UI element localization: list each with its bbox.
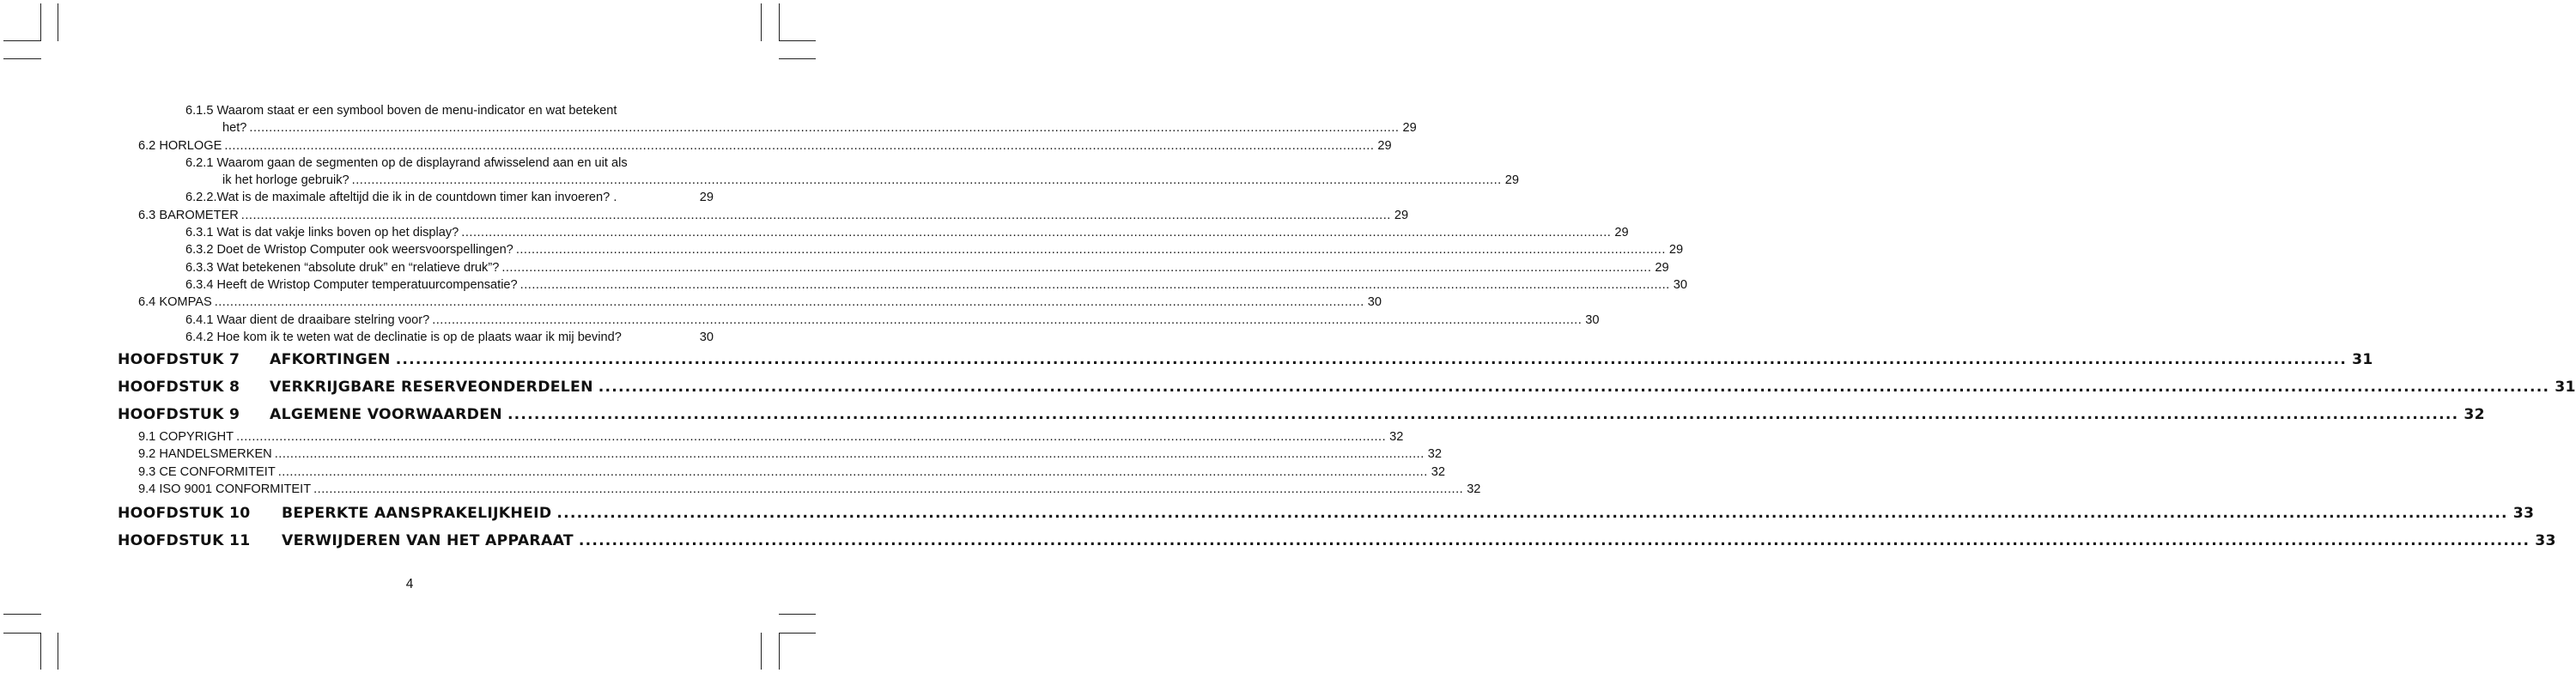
toc-entry-6-3-1[interactable] [118,224,1629,241]
dot-leader: ...................................................................................................................................................................................................................................................................................................... [598,379,2550,397]
toc-chapter-11[interactable] [118,527,2556,555]
toc-entry-label: 9.4 ISO 9001 CONFORMITEIT [138,482,312,497]
toc-page-number: 29 [1668,243,1684,258]
toc-entry-6-1-5-line1: 6.1.5 Waarom staat er een symbool boven de menu-indicator en wat betekent [185,104,617,118]
chapter-heading [118,346,391,373]
chapter-title: VERWIJDEREN VAN HET APPARAAT [282,532,574,550]
table-of-contents [118,102,2576,555]
crop-mark [3,614,41,615]
toc-entry-label: ik het horloge gebruik? [222,173,349,188]
toc-page-number: 29 [1655,260,1669,275]
toc-entry-9-3[interactable] [118,464,1446,481]
chapter-number: HOOFDSTUK 10 [118,505,251,523]
toc-entry-6-2-2[interactable] [118,189,714,206]
toc-entry-6-3-4[interactable] [118,276,1687,294]
toc-page-number: 32 [1431,464,1446,479]
toc-chapter-8[interactable] [118,373,2576,401]
toc-page-number: 29 [1402,121,1417,136]
toc-page-number: 32 [2464,406,2485,424]
chapter-title: BEPERKTE AANSPRAKELIJKHEID [282,505,552,523]
crop-mark [761,3,762,41]
toc-entry-6-4[interactable] [118,294,1382,311]
toc-entry-label: het? [222,121,247,136]
toc-entry-label: 6.3.2 Doet de Wristop Computer ook weersvoorspellingen? [185,243,513,258]
chapter-number: HOOFDSTUK 11 [118,532,251,550]
toc-page-number: 33 [2535,532,2556,550]
page-number: 4 [405,577,414,591]
toc-entry-label: 6.4 KOMPAS [138,295,212,310]
toc-page-number: 30 [1585,312,1600,327]
dot-leader: ...................................................................................................................................................................................................................................................................................................... [224,138,1375,153]
toc-entry-6-3-2[interactable] [118,241,1684,258]
dot-leader: ...................................................................................................................................................................................................................................................................................................... [519,277,1670,292]
toc-entry-9-1[interactable] [118,428,1404,446]
crop-mark [779,633,816,634]
toc-entry-label: 9.1 COPYRIGHT [138,430,234,445]
toc-entry-6-1-5[interactable] [118,119,1417,136]
toc-chapter-10[interactable] [118,500,2535,527]
toc-entry-label: 6.3 BAROMETER [138,208,239,222]
toc-entry-6-3-3[interactable] [118,259,1669,276]
crop-mark [779,614,816,615]
toc-page-number: 30 [1673,277,1687,292]
toc-page-number: 29 [1394,208,1409,222]
toc-entry-label: 6.3.4 Heeft de Wristop Computer temperatuurcompensatie? [185,277,518,292]
chapter-title: ALGEMENE VOORWAARDEN [270,406,502,424]
crop-mark [761,633,762,670]
crop-mark [779,58,816,59]
chapter-title: AFKORTINGEN [270,351,391,369]
dot-leader: ...................................................................................................................................................................................................................................................................................................... [395,351,2348,369]
toc-entry-6-3[interactable] [118,207,1409,224]
toc-chapter-9[interactable] [118,401,2485,428]
chapter-title: VERKRIJGBARE RESERVEONDERDELEN [270,379,593,397]
toc-entry-label: 6.3.1 Wat is dat vakje links boven op het display? [185,226,459,240]
toc-entry-label: 6.2 HORLOGE [138,138,222,153]
chapter-heading [118,373,593,401]
toc-page-number: 29 [1504,173,1519,188]
toc-entry-6-4-1[interactable] [118,312,1600,329]
chapter-number: HOOFDSTUK 8 [118,379,240,397]
dot-leader: ...................................................................................................................................................................................................................................................................................................... [507,406,2459,424]
crop-mark [3,58,41,59]
toc-page-number: 32 [1427,447,1443,462]
dot-leader: ...................................................................................................................................................................................................................................................................................................... [351,173,1502,188]
dot-leader: ...................................................................................................................................................................................................................................................................................................... [214,295,1364,310]
toc-entry-6-2[interactable] [118,137,1392,155]
crop-mark [40,3,41,41]
dot-leader: ...................................................................................................................................................................................................................................................................................................... [277,464,1428,479]
crop-mark [40,633,41,670]
toc-entry-label: 6.3.3 Wat betekenen “absolute druk” en “relatieve druk”? [185,260,500,275]
toc-page-number: 31 [2555,379,2576,397]
toc-page-number: 29 [1377,138,1392,153]
toc-page-number: 31 [2352,351,2373,369]
toc-page-number: 30 [699,330,714,344]
toc-page-number: 33 [2512,505,2535,523]
dot-leader: ...................................................................................................................................................................................................................................................................................................... [274,447,1425,462]
toc-entry-label: 6.2.2.Wat is de maximale afteltijd die ik in de countdown timer kan invoeren? . [185,191,617,205]
dot-leader: ...................................................................................................................................................................................................................................................................................................... [578,532,2530,550]
chapter-number: HOOFDSTUK 7 [118,351,240,369]
toc-entry-9-4[interactable] [118,481,1481,498]
crop-mark [3,633,41,634]
dot-leader: ...................................................................................................................................................................................................................................................................................................... [249,121,1400,136]
dot-leader: ...................................................................................................................................................................................................................................................................................................... [432,312,1583,327]
toc-page-number: 29 [1614,226,1629,240]
toc-entry-6-2-1-line1: 6.2.1 Waarom gaan de segmenten op de displayrand afwisselend aan en uit als [185,155,628,170]
crop-mark [3,40,41,41]
crop-mark [779,3,780,41]
chapter-heading [118,527,574,555]
chapter-heading [118,401,502,428]
dot-leader: ...................................................................................................................................................................................................................................................................................................... [240,208,1391,222]
toc-page-number: 32 [1389,430,1404,445]
toc-chapter-7[interactable] [118,346,2373,373]
toc-entry-label: 6.4.2 Hoe kom ik te weten wat de declinatie is op de plaats waar ik mij bevind? [185,330,622,344]
chapter-heading [118,500,551,527]
toc-entry-9-2[interactable] [118,446,1443,463]
toc-page-number: 29 [699,191,714,205]
toc-page-number: 32 [1467,482,1481,497]
toc-entry-label: 9.2 HANDELSMERKEN [138,447,272,462]
chapter-number: HOOFDSTUK 9 [118,406,240,424]
dot-leader: ...................................................................................................................................................................................................................................................................................................... [556,505,2508,523]
toc-entry-6-2-1[interactable] [118,172,1519,189]
dot-leader: ...................................................................................................................................................................................................................................................................................................... [236,430,1387,445]
dot-leader: ...................................................................................................................................................................................................................................................................................................... [515,243,1666,258]
toc-entry-label: 6.4.1 Waar dient de draaibare stelring voor? [185,312,430,327]
crop-mark [779,40,816,41]
dot-leader: ...................................................................................................................................................................................................................................................................................................... [501,260,1652,275]
crop-mark [779,633,780,670]
toc-page-number: 30 [1367,295,1382,310]
dot-leader: ...................................................................................................................................................................................................................................................................................................... [313,482,1464,497]
toc-entry-label: 9.3 CE CONFORMITEIT [138,464,276,479]
dot-leader: ...................................................................................................................................................................................................................................................................................................... [461,226,1612,240]
toc-entry-6-4-2[interactable] [118,329,714,346]
